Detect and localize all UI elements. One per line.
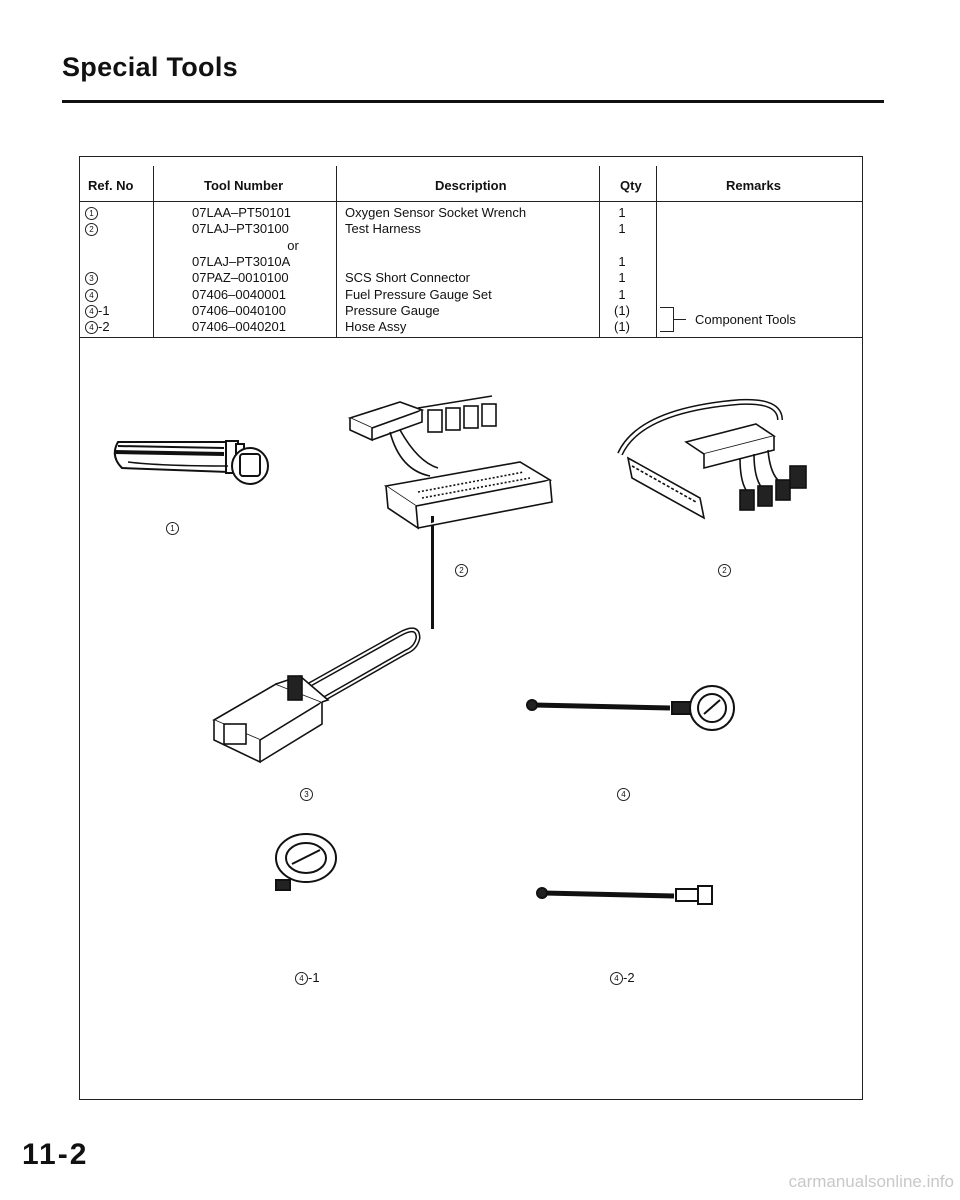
figure-caption: 4 -2 [610,970,635,985]
ref-cell [85,287,98,303]
ref-cell [85,270,98,286]
ref-number: 4 [85,321,98,334]
table-row [79,254,863,270]
title-rule [62,100,884,103]
ref-number: 3 [85,272,98,285]
col-header-remarks: Remarks [726,178,781,193]
col-header-tool: Tool Number [204,178,284,193]
ref-suffix: -1 [98,302,110,318]
tool-number: 07406–0040100 [192,302,286,318]
tool-number: 07LAJ–PT30100 [192,221,289,237]
figure-caption: 2 [455,562,468,577]
component-bracket [660,307,674,332]
qty: (1) [614,302,630,318]
page-number: 11-2 [22,1138,89,1171]
pressure-gauge-illustration [276,834,336,890]
ref-cell [85,205,98,221]
test-harness-box-illustration [350,396,552,528]
ref-number: 4 [85,305,98,318]
remarks-text: Component Tools [695,312,796,327]
qty: (1) [614,319,630,335]
qty: 1 [618,286,626,302]
fuel-pressure-gauge-set-illustration [527,686,734,730]
description: Test Harness [345,221,421,237]
tool-number: or [287,237,299,253]
qty: 1 [618,253,626,269]
description: Pressure Gauge [345,302,440,318]
ref-number: 4 [85,289,98,302]
qty: 1 [618,205,626,220]
table-bottom-rule [79,337,863,338]
tool-number: 07406–0040001 [192,286,286,302]
ref-number: 2 [85,223,98,236]
ref-cell [85,319,110,335]
figure-caption: 4 [617,786,630,801]
socket-wrench-illustration [114,441,268,484]
col-header-qty: Qty [620,178,642,193]
scs-short-connector-illustration [214,630,418,762]
test-harness-cable-illustration [620,402,806,518]
hose-assy-illustration [537,886,712,904]
table-row [79,221,863,237]
table-row [79,238,863,254]
ref-cell [85,303,110,319]
description: Fuel Pressure Gauge Set [345,286,492,302]
ref-number: 1 [85,207,98,220]
table-row [79,287,863,303]
header-rule [79,201,863,202]
ref-suffix: -2 [98,319,110,335]
table-row [79,205,863,221]
bracket-tick [674,319,686,320]
table-row [79,270,863,286]
tool-number: 07LAA–PT50101 [192,205,292,220]
figure-caption: 4 -1 [295,970,320,985]
description: Oxygen Sensor Socket Wrench [345,205,527,220]
tool-number: 07406–0040201 [192,319,286,335]
description: SCS Short Connector [345,270,471,286]
tool-number: 07LAJ–PT3010A [192,253,291,269]
description: Hose Assy [345,319,407,335]
col-header-ref: Ref. No [88,178,134,193]
figure-caption: 3 [300,786,313,801]
ref-cell [85,221,98,237]
qty: 1 [618,221,626,237]
tool-illustrations [100,350,860,1040]
page-title: Special Tools [62,52,238,82]
figure-caption: 1 [166,520,179,535]
tool-number: 07PAZ–0010100 [192,270,289,286]
watermark: carmanualsonline.info [788,1172,954,1191]
qty: 1 [618,270,626,286]
col-header-description: Description [435,178,507,193]
figure-caption: 2 [718,562,731,577]
